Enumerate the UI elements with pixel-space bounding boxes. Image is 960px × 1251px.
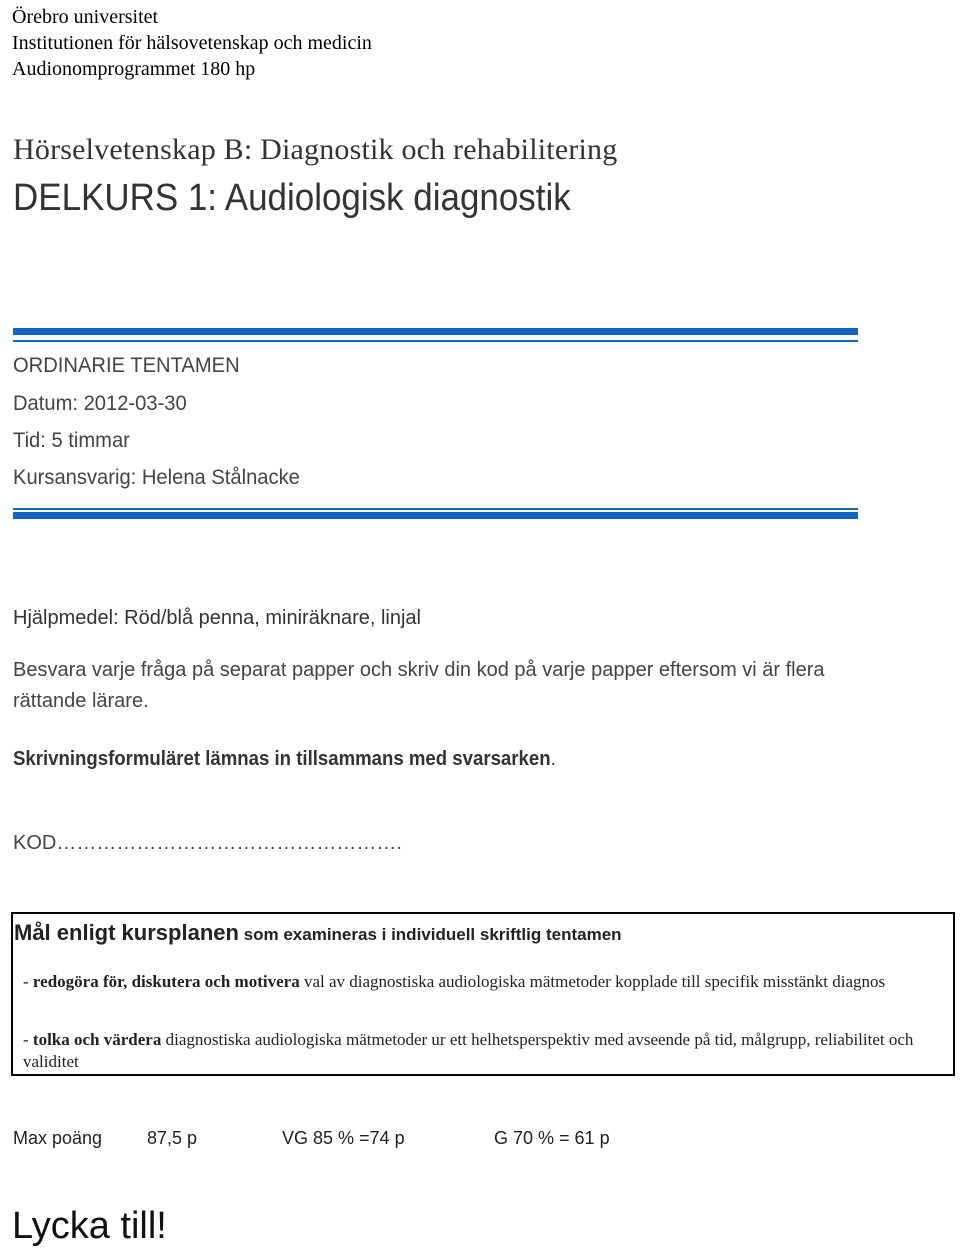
submit-instruction xyxy=(13,748,556,771)
goals-heading-sub: som examineras i individuell skriftlig tentamen xyxy=(238,925,622,944)
goal-item-text: val av diagnostiska audiologiska mätmetoder kopplade till specifik misstänkt diagnos xyxy=(299,972,886,991)
vg-threshold: VG 85 % =74 p xyxy=(282,1128,405,1148)
exam-type: ORDINARIE TENTAMEN xyxy=(13,354,240,377)
course-part-title: DELKURS 1: Audiologisk diagnostik xyxy=(13,177,571,219)
good-luck-text: Lycka till! xyxy=(12,1205,167,1247)
course-title: Hörselvetenskap B: Diagnostik och rehabilitering xyxy=(13,133,618,166)
goals-heading xyxy=(14,920,622,946)
goal-item xyxy=(23,971,923,993)
goal-item-emphasis: tolka och värdera xyxy=(32,1030,162,1049)
top-divider xyxy=(13,328,858,335)
answer-instruction-line2: rättande lärare. xyxy=(13,690,149,712)
goals-heading-main: Mål enligt kursplanen xyxy=(14,920,239,945)
submit-instruction-period: . xyxy=(550,748,556,770)
goal-item-emphasis: redogöra för, diskutera och motivera xyxy=(32,972,300,991)
institution-name: Institutionen för hälsovetenskap och medicin xyxy=(12,32,372,54)
exam-duration: Tid: 5 timmar xyxy=(13,429,130,452)
max-points-label: Max poäng xyxy=(13,1128,103,1148)
bottom-divider-thin xyxy=(13,508,858,510)
university-name: Örebro universitet xyxy=(12,6,159,28)
course-responsible: Kursansvarig: Helena Stålnacke xyxy=(13,466,300,489)
top-divider-thin xyxy=(13,340,858,342)
answer-instruction-line1: Besvara varje fråga på separat papper och skriv din kod på varje papper eftersom vi är flera xyxy=(13,659,825,681)
exam-date: Datum: 2012-03-30 xyxy=(13,392,187,415)
code-field[interactable]: KOD……………………………………………. xyxy=(13,832,402,854)
goal-item-text: diagnostiska audiologiska mätmetoder ur ett helhetsperspektiv med avseende på tid, målgrupp, reliabilitet och validitet xyxy=(23,1030,914,1071)
goal-item-prefix: - xyxy=(23,1030,33,1049)
g-threshold: G 70 % = 61 p xyxy=(494,1128,610,1148)
submit-instruction-text: Skrivningsformuläret lämnas in tillsammans med svarsarken xyxy=(13,748,551,770)
allowed-aids: Hjälpmedel: Röd/blå penna, miniräknare, linjal xyxy=(13,607,421,629)
programme-name: Audionomprogrammet 180 hp xyxy=(12,58,256,80)
max-points-value: 87,5 p xyxy=(147,1128,198,1148)
goal-item-prefix: - xyxy=(23,972,33,991)
goal-item xyxy=(23,1029,923,1073)
bottom-divider xyxy=(13,512,858,519)
